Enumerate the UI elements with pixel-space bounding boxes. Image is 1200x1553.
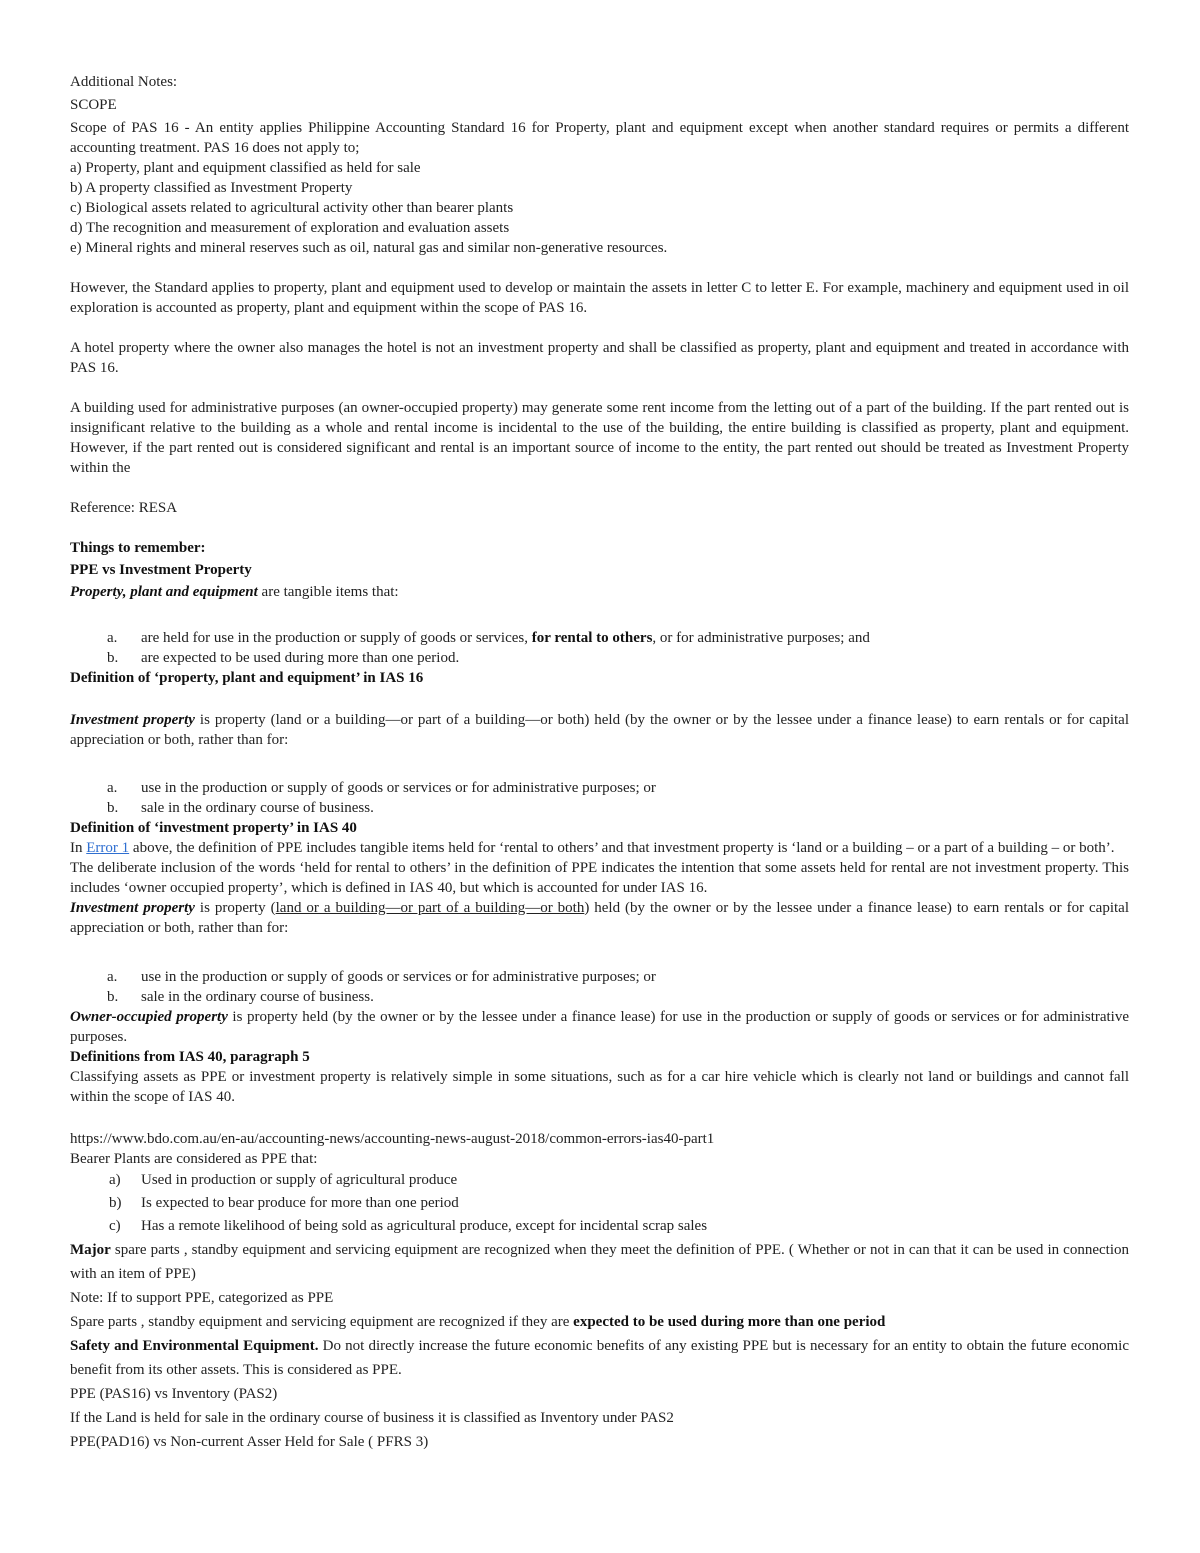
things-title: Things to remember: <box>70 540 206 556</box>
ppe-rest: are tangible items that: <box>257 584 399 600</box>
safety-bold: Safety and Environmental Equipment. <box>70 1338 319 1354</box>
scope-item: a) Property, plant and equipment classified as held for sale <box>70 160 421 176</box>
oop-definition: Owner-occupied property is property held (by the owner or by the lessee under a finance lease) for use in the production or supply of goods or services or for administrative purposes. <box>70 1009 1130 1045</box>
ip-criteria-list <box>70 778 1129 818</box>
list-marker: b. <box>107 989 119 1005</box>
list-marker: a) <box>109 1172 121 1188</box>
bdo-url: https://www.bdo.com.au/en-au/accounting-news/accounting-news-august-2018/common-errors-ias40-part1 <box>70 1131 715 1147</box>
ppe-def-heading: Definition of ‘property, plant and equipment’ in IAS 16 <box>70 670 424 686</box>
ip2-criteria-list <box>70 967 1129 1007</box>
however-paragraph: However, the Standard applies to property, plant and equipment used to develop or maintain the assets in letter C to letter E. For example, machinery and equipment used in oil exploration is accounted as property, plant and equipment within the scope of PAS 16. <box>70 280 1129 316</box>
classifying-paragraph: Classifying assets as PPE or investment property is relatively simple in some situations, such as for a car hire vehicle which is clearly not land or buildings and cannot fall within the scope of IAS 40. <box>70 1069 1129 1105</box>
list-marker: b) <box>109 1195 122 1211</box>
rental-emphasis: for rental to others <box>531 630 653 646</box>
list-marker: b. <box>107 650 119 666</box>
spare-emphasis: expected to be used during more than one period <box>573 1314 886 1330</box>
error-paragraph: In Error 1 above, the definition of PPE includes tangible items held for ‘rental to others’ and that investment property is ‘land or a building – or a part of a building – or both’. <box>70 840 1115 856</box>
inventory-title: PPE (PAS16) vs Inventory (PAS2) <box>70 1386 278 1402</box>
ip-term: Investment property <box>70 712 195 728</box>
hotel-paragraph: A hotel property where the owner also manages the hotel is not an investment property and shall be classified as property, plant and equipment and treated in accordance with PAS 16. <box>70 340 1129 376</box>
list-marker: b. <box>107 800 119 816</box>
bearer-intro: Bearer Plants are considered as PPE that: <box>70 1151 318 1167</box>
note-line: Note: If to support PPE, categorized as PPE <box>70 1290 334 1306</box>
scope-item: d) The recognition and measurement of exploration and evaluation assets <box>70 220 510 236</box>
list-item: a. use in the production or supply of goods or services or for administrative purposes; or <box>107 969 656 985</box>
list-item: b. sale in the ordinary course of business. <box>107 800 374 816</box>
deliberate-paragraph: The deliberate inclusion of the words ‘held for rental to others’ in the definition of PPE indicates the intention that some assets held for rental are not investment property. This includes ‘owner occupied property’, which is defined in IAS 40, but which is accounted for under IAS 16. <box>70 860 1129 896</box>
ip-definition-2: Investment property is property (land or a building—or part of a building—or both) held (by the owner or by the lessee under a finance lease) to earn rentals or for capital appreciation or both, rather than for: <box>70 900 1129 936</box>
oop-term: Owner-occupied property <box>70 1009 228 1025</box>
reference: Reference: RESA <box>70 500 178 516</box>
list-item: a. are held for use in the production or supply of goods or services, for rental to others, or for administrative purposes; and <box>107 630 870 646</box>
scope-item: e) Mineral rights and mineral reserves such as oil, natural gas and similar non-generative resources. <box>70 240 668 256</box>
notes-heading: Additional Notes: <box>70 74 178 90</box>
scope-item: b) A property classified as Investment Property <box>70 180 353 196</box>
list-item: b. are expected to be used during more than one period. <box>107 650 460 666</box>
list-item: c) Has a remote likelihood of being sold as agricultural produce, except for incidental scrap sales <box>70 1215 1129 1238</box>
ppe-definition <box>70 582 1129 602</box>
things-subtitle: PPE vs Investment Property <box>70 562 252 578</box>
ppe-criteria-list <box>70 628 1129 668</box>
ncahfs-title: PPE(PAD16) vs Non-current Asser Held for Sale ( PFRS 3) <box>70 1434 429 1450</box>
underlined-phrase: land or a building—or part of a building—or both <box>275 900 585 916</box>
major-bold: Major <box>70 1242 111 1258</box>
scope-paragraph: Scope of PAS 16 - An entity applies Philippine Accounting Standard 16 for Property, plant and equipment except when another standard requires or permits a different accounting treatment. PAS 16 does not apply to; <box>70 120 1129 156</box>
list-item: b. sale in the ordinary course of business. <box>107 989 374 1005</box>
list-marker: a. <box>107 630 118 646</box>
scope-item: c) Biological assets related to agricultural activity other than bearer plants <box>70 200 514 216</box>
scope-title: SCOPE <box>70 97 117 113</box>
list-marker: a. <box>107 969 118 985</box>
safety-paragraph: Safety and Environmental Equipment. Do not directly increase the future economic benefits of any existing PPE but is necessary for an entity to obtain the future economic benefit from its other assets. This is considered as PPE. <box>70 1338 1130 1378</box>
building-paragraph: A building used for administrative purposes (an owner-occupied property) may generate some rent income from the letting out of a part of the building. If the part rented out is insignificant relative to the building as a whole and rental income is incidental to the use of the building, the entire building is classified as property, plant and equipment. However, if the part rented out is considered significant and rental is an important source of income to the entity, the part rented out should be treated as Investment Property within the <box>70 400 1129 476</box>
inventory-text: If the Land is held for sale in the ordinary course of business it is classified as Inventory under PAS2 <box>70 1410 674 1426</box>
ip-term: Investment property <box>70 900 195 916</box>
major-paragraph: Major spare parts , standby equipment and servicing equipment are recognized when they meet the definition of PPE. ( Whether or not in can that it can be used in connection with an item of PPE) <box>70 1242 1129 1282</box>
bearer-list <box>70 1169 1129 1238</box>
ppe-term: Property, plant and equipment <box>70 584 258 600</box>
list-marker: c) <box>109 1218 121 1234</box>
ias40-heading: Definitions from IAS 40, paragraph 5 <box>70 1049 310 1065</box>
ip-definition: Investment property is property (land or a building—or part of a building—or both) held (by the owner or by the lessee under a finance lease) to earn rentals or for capital appreciation or both, rather than for: <box>70 712 1129 748</box>
spare-line: Spare parts , standby equipment and servicing equipment are recognized if they are expected to be used during more than one period <box>70 1314 886 1330</box>
ip-def-heading: Definition of ‘investment property’ in IAS 40 <box>70 820 357 836</box>
error-1-link[interactable]: Error 1 <box>86 840 130 856</box>
list-item: a) Used in production or supply of agricultural produce <box>70 1169 1129 1192</box>
list-item: b) Is expected to bear produce for more than one period <box>70 1192 1129 1215</box>
list-marker: a. <box>107 780 118 796</box>
list-item: a. use in the production or supply of goods or services or for administrative purposes; or <box>107 780 656 796</box>
